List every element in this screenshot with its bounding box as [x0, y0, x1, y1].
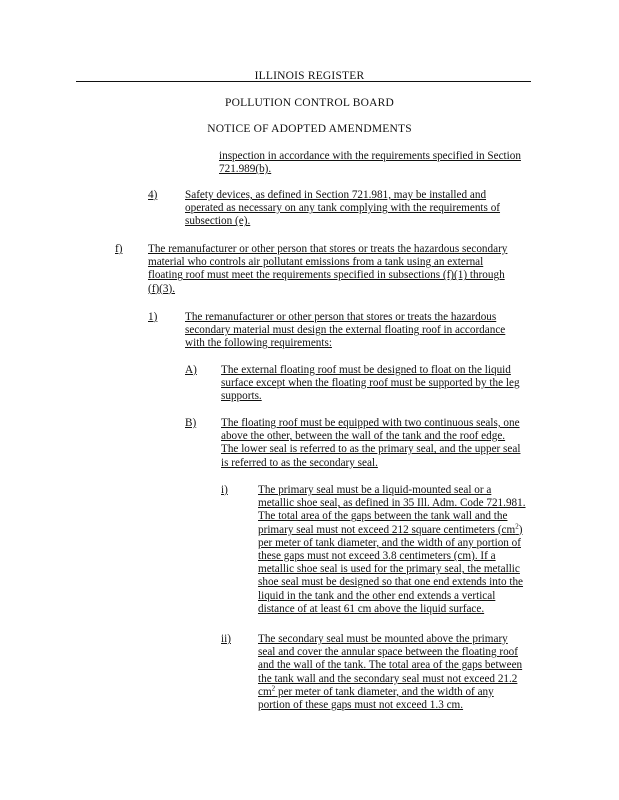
text-line: shoe seal must be designed so that one end extends into the [258, 576, 524, 589]
notice-title: NOTICE OF ADOPTED AMENDMENTS [207, 123, 412, 135]
text-line: supports. [221, 390, 262, 403]
text-segment: ) [518, 523, 523, 536]
paragraph-A [221, 364, 520, 404]
text-line [258, 686, 522, 699]
paragraph-i [258, 484, 526, 616]
text-line: these gaps must not exceed 3.8 centimeters (cm). If a [258, 550, 496, 563]
text-line: The total area of the gaps between the tank wall and the [258, 510, 508, 523]
text-line: surface except when the floating roof must be supported by the leg [221, 377, 520, 390]
text-line: material who controls air pollutant emissions from a tank using an external [148, 256, 484, 269]
text-line: subsection (e). [185, 215, 251, 228]
text-line: The primary seal must be a liquid-mounted seal or a [258, 484, 492, 496]
text-line: floating roof must meet the requirements specified in subsections (f)(1) through [148, 269, 505, 282]
text-line: secondary material must design the external floating roof in accordance [185, 324, 506, 337]
board-title: POLLUTION CONTROL BOARD [224, 97, 394, 109]
paragraph-label-i: i) [221, 484, 228, 496]
paragraph-label-A: A) [185, 364, 197, 376]
text-line: The remanufacturer or other person that stores or treats the hazardous [185, 311, 497, 323]
register-title: ILLINOIS REGISTER [254, 70, 365, 82]
text-line: inspection in accordance with the requirements specified in Section [219, 150, 521, 162]
text-line: operated as necessary on any tank complying with the requirements of [185, 202, 501, 215]
paragraph-label-4: 4) [148, 189, 158, 201]
text-segment: cm [258, 685, 272, 698]
paragraph-label-B: B) [185, 417, 197, 429]
superscript: 2 [515, 521, 519, 530]
text-line: metallic shoe seal is used for the primary seal, the metallic [258, 563, 520, 576]
text-line: The secondary seal must be mounted above the primary [258, 633, 508, 645]
text-line: the tank wall and the secondary seal must not exceed 21.2 [258, 672, 518, 685]
text-line: The remanufacturer or other person that stores or treats the hazardous secondary [148, 243, 508, 255]
text-line: The lower seal is referred to as the primary seal, and the upper seal [221, 443, 521, 456]
paragraph-ii [258, 633, 522, 712]
paragraph-label-f: f) [115, 243, 123, 255]
paragraph-label-1: 1) [148, 311, 158, 323]
paragraph-B [221, 417, 520, 470]
paragraph-4 [185, 189, 500, 229]
text-line: The external floating roof must be designed to float on the liquid [221, 364, 511, 376]
text-line [258, 521, 526, 537]
text-line: Safety devices, as defined in Section 721.981, may be installed and [185, 189, 487, 201]
text-line: metallic shoe seal, as defined in 35 Ill. Adm. Code 721.981. [258, 497, 526, 510]
text-line: and the wall of the tank. The total area of the gaps between [258, 659, 523, 672]
paragraph-f1 [185, 311, 505, 351]
paragraph-f [148, 243, 507, 296]
text-line: portion of these gaps must not exceed 1.3 cm. [258, 699, 464, 712]
text-line: The floating roof must be equipped with two continuous seals, one [221, 417, 520, 429]
text-line: 721.989(b). [219, 163, 272, 176]
text-line: distance of at least 61 cm above the liquid surface. [258, 602, 485, 615]
text-line: per meter of tank diameter, and the width of any portion of [258, 536, 521, 549]
text-line: above the other, between the wall of the tank and the roof edge. [221, 430, 506, 443]
continuation-paragraph [219, 150, 521, 176]
text-line: liquid in the tank and the other end extends a vertical [258, 589, 496, 602]
text-line: (f)(3). [148, 282, 176, 295]
text-line: with the following requirements: [185, 337, 332, 350]
text-line: is referred to as the secondary seal. [221, 456, 378, 469]
text-segment: per meter of tank diameter, and the width of any [275, 685, 494, 698]
text-line: seal and cover the annular space between the floating roof [258, 646, 518, 659]
text-segment: primary seal must not exceed 212 square centimeters (cm [258, 523, 516, 536]
superscript: 2 [271, 684, 276, 693]
paragraph-label-ii: ii) [221, 633, 231, 645]
